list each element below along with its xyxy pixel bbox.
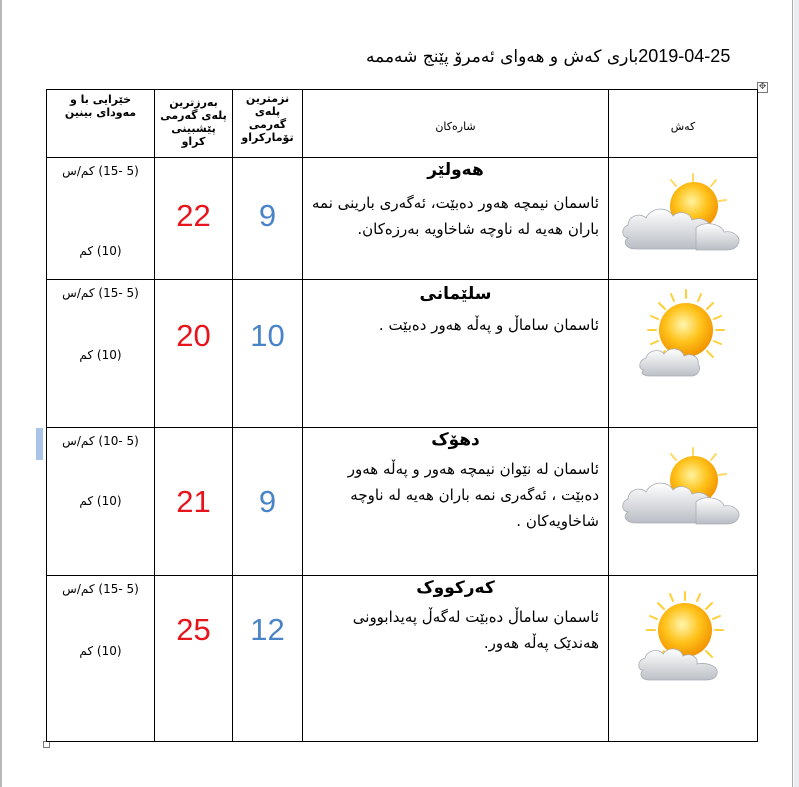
weather-icon-cell bbox=[609, 280, 758, 428]
partly-cloudy-icon bbox=[609, 172, 757, 254]
min-temp: 9 bbox=[258, 484, 277, 519]
city-name: هەولێر bbox=[427, 160, 484, 180]
partly-cloudy-icon bbox=[609, 446, 757, 528]
page-edge-right bbox=[792, 0, 793, 787]
description-cell bbox=[303, 576, 609, 742]
header-wind-visibility: خێرایی با و مەودای بینین bbox=[47, 90, 155, 158]
description-cell bbox=[303, 280, 609, 428]
wind-speed: (5 -15) کم/س bbox=[62, 164, 139, 178]
forecast-text: ئاسمان ساماڵ و پەڵە هەور دەبێت . bbox=[378, 316, 599, 334]
visibility: (10) کم bbox=[79, 244, 122, 258]
max-temp-cell bbox=[155, 158, 233, 280]
weather-icon-cell bbox=[609, 158, 758, 280]
weather-icon-cell bbox=[609, 428, 758, 576]
table-resize-handle[interactable] bbox=[43, 741, 50, 748]
forecast-text: ئاسمان لە نێوان نیمچە هەور و پەڵە هەور دەبێت ، ئەگەری نمە باران هەیە لە ناوچە شاخاویەکان . bbox=[347, 460, 599, 530]
forecast-text: ئاسمان نیمچە هەور دەبێت، ئەگەری بارینی نمە باران هەیە لە ناوچە شاخاویە بەرزەکان. bbox=[312, 194, 599, 238]
weather-table bbox=[46, 89, 758, 742]
wind-speed: (5 -15) کم/س bbox=[62, 582, 139, 596]
header-description: شارەکان bbox=[303, 90, 609, 158]
visibility: (10) کم bbox=[79, 348, 122, 362]
selection-marker bbox=[36, 428, 43, 460]
document-title bbox=[366, 46, 756, 70]
page-edge-left bbox=[0, 0, 2, 787]
min-temp-cell bbox=[233, 428, 303, 576]
sunny-some-clouds-icon bbox=[609, 590, 757, 682]
max-temp: 20 bbox=[176, 318, 211, 353]
forecast-text: ئاسمان ساماڵ دەبێت لەگەڵ پەیدابوونی هەندێک پەڵە هەور. bbox=[352, 608, 599, 652]
max-temp-cell bbox=[155, 428, 233, 576]
table-row bbox=[47, 428, 758, 576]
max-temp: 25 bbox=[176, 612, 211, 647]
weather-icon-cell bbox=[609, 576, 758, 742]
min-temp: 12 bbox=[250, 612, 285, 647]
min-temp-cell bbox=[233, 280, 303, 428]
table-row bbox=[47, 280, 758, 428]
min-temp: 9 bbox=[258, 198, 277, 233]
max-temp: 22 bbox=[176, 198, 211, 233]
city-name: دهۆک bbox=[431, 430, 480, 450]
min-temp-cell bbox=[233, 576, 303, 742]
description-cell bbox=[303, 158, 609, 280]
header-row bbox=[47, 90, 758, 158]
table-move-handle[interactable]: ✥ bbox=[758, 82, 767, 92]
visibility: (10) کم bbox=[79, 494, 122, 508]
max-temp-cell bbox=[155, 280, 233, 428]
wind-speed: (5 -10) کم/س bbox=[62, 434, 139, 448]
max-temp-cell bbox=[155, 576, 233, 742]
city-name: کەرکووک bbox=[416, 578, 495, 598]
visibility: (10) کم bbox=[79, 644, 122, 658]
page-margin-right bbox=[794, 0, 799, 787]
table-row bbox=[47, 158, 758, 280]
header-max-temp: بەرزترین پلەی گەرمی پێشبینی کراو bbox=[155, 90, 233, 158]
title-text: باری کەش و هەوای ئەمرۆ پێنج شەممە bbox=[366, 47, 639, 67]
description-cell bbox=[303, 428, 609, 576]
wind-speed: (5 -15) کم/س bbox=[62, 286, 139, 300]
header-icon: کەش bbox=[609, 90, 758, 158]
min-temp: 10 bbox=[250, 318, 285, 353]
max-temp: 21 bbox=[176, 484, 211, 519]
title-date: 2019-04-25 bbox=[638, 46, 731, 66]
city-name: سلێمانی bbox=[419, 284, 492, 304]
table-row bbox=[47, 576, 758, 742]
wind-visibility-cell bbox=[47, 280, 155, 428]
wind-visibility-cell bbox=[47, 428, 155, 576]
wind-visibility-cell bbox=[47, 158, 155, 280]
wind-visibility-cell bbox=[47, 576, 155, 742]
min-temp-cell bbox=[233, 158, 303, 280]
header-min-temp: نزمترین پلەی گەرمی تۆمارکراو bbox=[233, 90, 303, 158]
sunny-some-clouds-icon bbox=[609, 288, 757, 380]
